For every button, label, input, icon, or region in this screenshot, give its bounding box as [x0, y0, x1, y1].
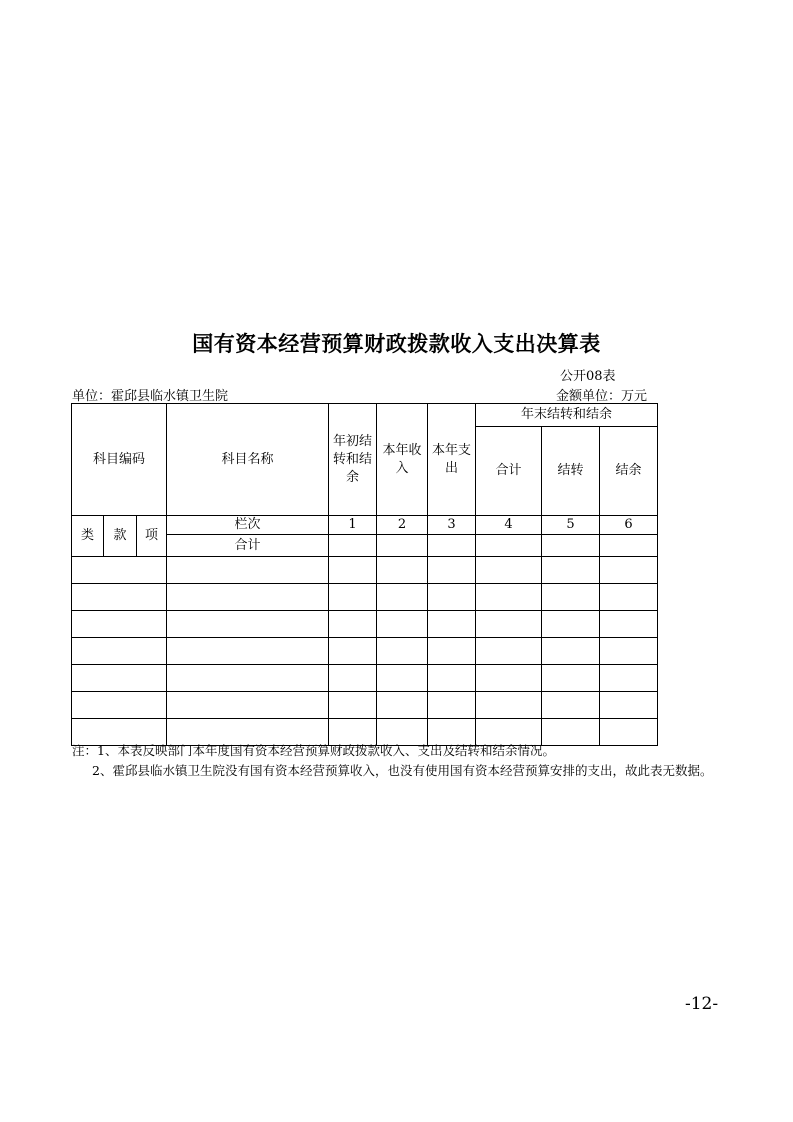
empty-cell [542, 638, 600, 665]
header-total: 合计 [476, 427, 542, 516]
sum-cell [542, 535, 600, 557]
empty-cell [167, 638, 329, 665]
table-row [72, 611, 658, 638]
header-carryover: 结转 [542, 427, 600, 516]
sum-cell [600, 535, 658, 557]
column-index-label: 栏次 [167, 516, 329, 535]
empty-cell [329, 584, 377, 611]
empty-cell [329, 638, 377, 665]
notes-block [72, 741, 732, 781]
empty-cell [542, 611, 600, 638]
empty-cell [476, 557, 542, 584]
empty-cell [476, 611, 542, 638]
sum-cell [428, 535, 476, 557]
empty-cell [428, 692, 476, 719]
col-number: 4 [476, 516, 542, 535]
col-number: 1 [329, 516, 377, 535]
table-row [72, 665, 658, 692]
empty-cell [476, 665, 542, 692]
header-year-end: 年末结转和结余 [476, 404, 658, 427]
empty-cell [329, 665, 377, 692]
table-row [72, 692, 658, 719]
table-row [72, 584, 658, 611]
empty-cell [72, 557, 167, 584]
sum-cell [377, 535, 428, 557]
empty-cell [542, 692, 600, 719]
empty-cell [476, 638, 542, 665]
empty-cell [167, 692, 329, 719]
empty-cell [476, 692, 542, 719]
empty-cell [72, 584, 167, 611]
empty-cell [476, 584, 542, 611]
col-number: 6 [600, 516, 658, 535]
empty-cell [428, 665, 476, 692]
empty-cell [428, 584, 476, 611]
note-1: 注：1、本表反映部门本年度国有资本经营预算财政拨款收入、支出及结转和结余情况。 [72, 743, 555, 758]
col-number: 5 [542, 516, 600, 535]
empty-cell [329, 692, 377, 719]
empty-cell [72, 692, 167, 719]
empty-cell [329, 557, 377, 584]
page-title: 国有资本经营预算财政拨款收入支出决算表 [192, 332, 601, 356]
empty-cell [167, 557, 329, 584]
header-subject-code: 科目编码 [72, 404, 167, 516]
empty-cell [600, 665, 658, 692]
header-lei: 类 [72, 516, 104, 557]
empty-cell [377, 557, 428, 584]
empty-cell [428, 557, 476, 584]
empty-cell [167, 665, 329, 692]
unit-label: 单位：霍邱县临水镇卫生院 [72, 389, 229, 404]
empty-cell [600, 611, 658, 638]
page-number: -12- [685, 994, 719, 1014]
empty-cell [600, 692, 658, 719]
empty-cell [72, 611, 167, 638]
budget-table [71, 403, 658, 746]
empty-cell [377, 665, 428, 692]
sum-row-label: 合计 [167, 535, 329, 557]
table-row [72, 638, 658, 665]
empty-cell [600, 584, 658, 611]
empty-cell [542, 557, 600, 584]
sum-cell [476, 535, 542, 557]
sum-cell [329, 535, 377, 557]
empty-cell [428, 638, 476, 665]
col-number: 3 [428, 516, 476, 535]
header-xiang: 项 [137, 516, 167, 557]
form-number: 公开08表 [560, 369, 616, 384]
empty-cell [428, 611, 476, 638]
header-surplus: 结余 [600, 427, 658, 516]
empty-cell [377, 584, 428, 611]
note-2: 2、霍邱县临水镇卫生院没有国有资本经营预算收入，也没有使用国有资本经营预算安排的支出，故此表无数据。 [92, 763, 713, 778]
empty-cell [72, 638, 167, 665]
header-kuan: 款 [104, 516, 137, 557]
empty-cell [377, 611, 428, 638]
empty-cell [377, 638, 428, 665]
empty-cell [72, 665, 167, 692]
header-year-income: 本年收入 [377, 404, 428, 516]
amount-unit-label: 金额单位：万元 [556, 389, 648, 404]
header-year-expense: 本年支出 [428, 404, 476, 516]
header-subject-name: 科目名称 [167, 404, 329, 516]
empty-cell [600, 557, 658, 584]
empty-cell [167, 611, 329, 638]
empty-cell [600, 638, 658, 665]
empty-cell [167, 584, 329, 611]
empty-cell [542, 584, 600, 611]
col-number: 2 [377, 516, 428, 535]
header-opening-balance: 年初结转和结余 [329, 404, 377, 516]
empty-cell [377, 692, 428, 719]
table-row [72, 557, 658, 584]
empty-cell [542, 665, 600, 692]
empty-cell [329, 611, 377, 638]
